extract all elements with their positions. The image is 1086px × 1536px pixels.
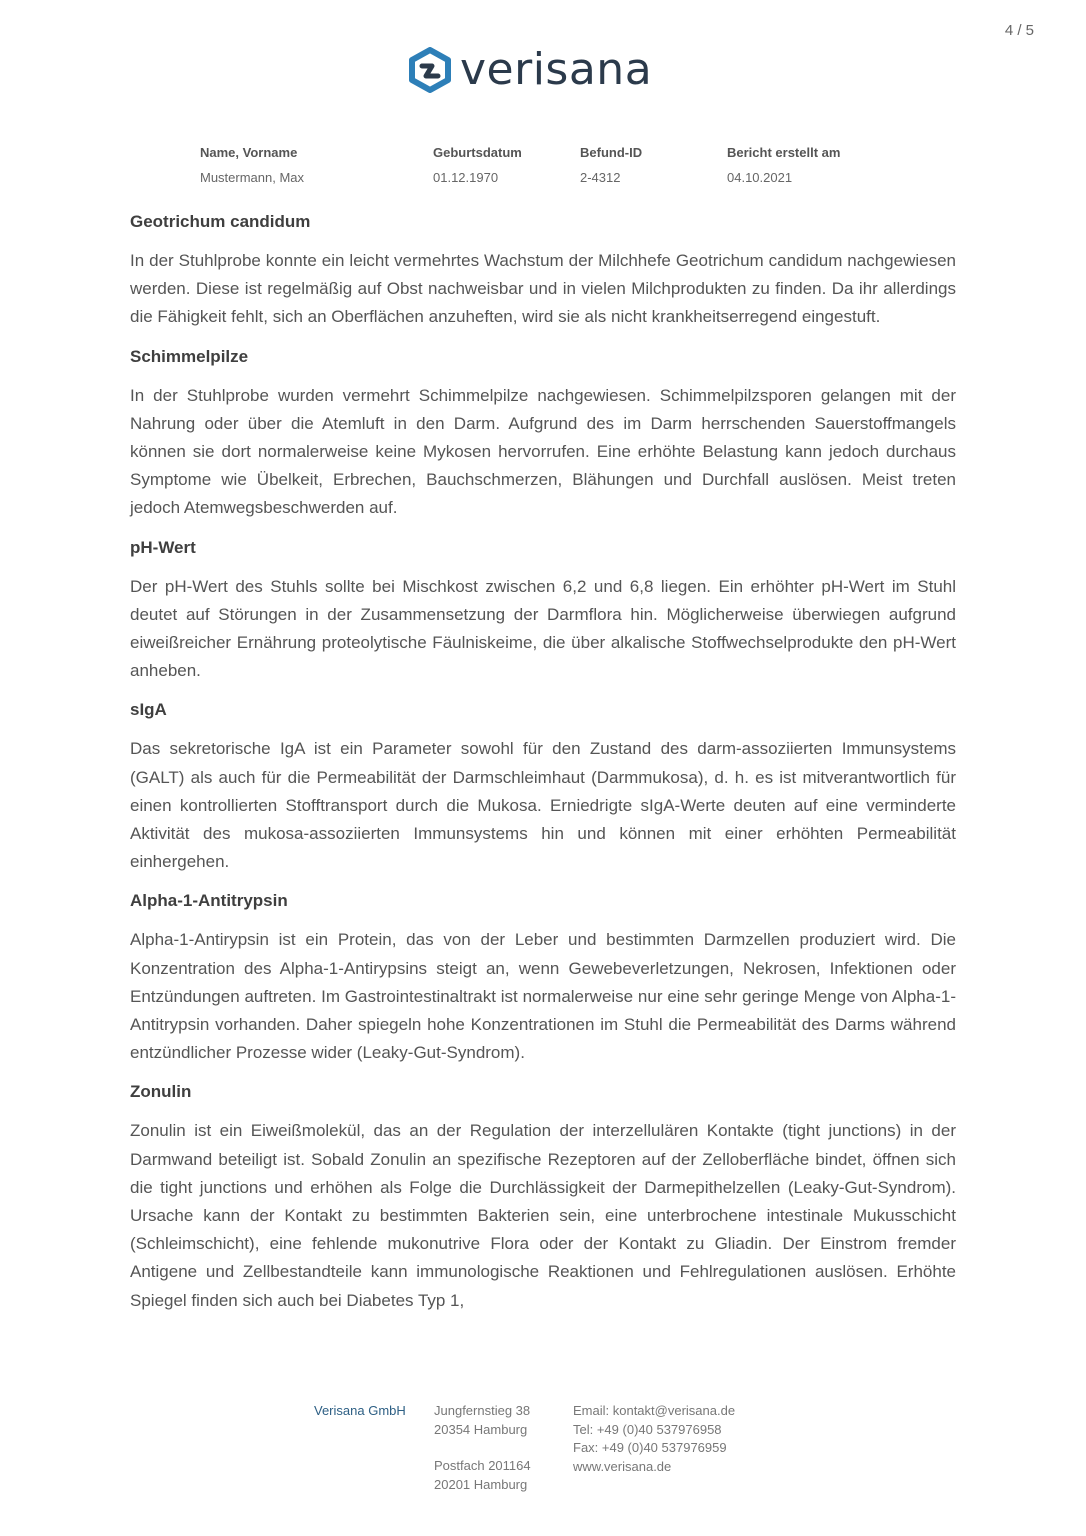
section-title: Alpha-1-Antitrypsin — [130, 891, 288, 911]
value-report-date: 04.10.2021 — [727, 170, 793, 185]
footer-email[interactable]: Email: kontakt@verisana.de — [573, 1403, 736, 1418]
verisana-hexagon-logo-icon — [408, 47, 452, 93]
footer-phone: Tel: +49 (0)40 537976958 — [573, 1421, 722, 1437]
page-footer — [314, 1402, 773, 1494]
value-report-id: 2-4312 — [580, 170, 621, 185]
patient-info-table — [200, 140, 900, 190]
section-title: pH-Wert — [130, 537, 196, 557]
footer-city: 20354 Hamburg — [434, 1421, 528, 1437]
footer-company: Verisana GmbH — [314, 1403, 406, 1418]
section-title: Zonulin — [130, 1082, 192, 1102]
footer-address — [434, 1402, 573, 1494]
header-name: Name, Vorname — [200, 145, 298, 160]
section-body: In der Stuhlprobe konnte ein leicht vermehrtes Wachstum der Milchhefe Geotrichum candidum nachgewiesen werden. Diese ist regelmäßig auf Obst nachweisbar und in vielen Milchprodukten zu finden. Da ihr allerdings die Fähigkeit fehlt, sich an Oberflächen anzuheften, wird sie als nicht krankheitserregend eingestuft. — [130, 251, 956, 327]
patient-info-value-row — [200, 165, 900, 190]
header-birthdate: Geburtsdatum — [433, 145, 522, 160]
footer-fax: Fax: +49 (0)40 537976959 — [573, 1440, 727, 1455]
footer-postbox: Postfach 201164 — [434, 1458, 531, 1473]
section-title: sIgA — [130, 700, 167, 720]
header-report-id: Befund-ID — [580, 145, 643, 160]
section-body: In der Stuhlprobe wurden vermehrt Schimmelpilze nachgewiesen. Schimmelpilzsporen gelangen mit der Nahrung oder über die Atemluft in den Darm. Aufgrund des im Darm herrschenden Sauerstoffmangels können sie dort normalerweise keine Mykosen hervorrufen. Eine erhöhte Belastung kann jedoch durchaus Symptome wie Übelkeit, Erbrechen, Bauchschmerzen, Blähungen und Durchfall auslösen. Meist treten jedoch Atemwegsbeschwerden auf. — [130, 385, 956, 518]
patient-info-header-row — [200, 140, 900, 165]
section-body: Zonulin ist ein Eiweißmolekül, das an der Regulation der interzellulären Kontakte (tight junctions) in der Darmwand beteiligt ist. Sobald Zonulin an spezifische Rezeptoren auf der Zelloberfläche bindet, öffnen sich die tight junctions und erhöhen als Folge die Durchlässigkeit der Darmepithelzellen (Leaky-Gut-Syndrom). Ursache kann der Kontakt zu bestimmten Bakterien sein, eine unterbrochene intestinale Mukusschicht (Schleimschicht), eine fehlende mukonutrive Flora oder der Kontakt zu Gliadin. Der Einstrom fremder Antigene und Zellbestandteile kann immunologische Reaktionen und Fehlregulationen auslösen. Erhöhte Spiegel finden sich auch bei Diabetes Typ 1, — [130, 1121, 956, 1310]
section-title: Geotrichum candidum — [130, 212, 311, 231]
section-body: Alpha-1-Antirypsin ist ein Protein, das von der Leber und bestimmten Darmzellen produziert wird. Die Konzentration des Alpha-1-Antirypsins steigt an, wenn Gewebeverletzungen, Nekrosen, Infektionen oder Entzündungen auftreten. Im Gastrointestinaltrakt ist normalerweise nur eine sehr geringe Menge von Alpha-1-Antitrypsin vorhanden. Daher spiegeln hohe Konzentrationen im Stuhl die Permeabilität des Darms während entzündlicher Prozesse wider (Leaky-Gut-Syndrom). — [130, 930, 956, 1063]
footer-street: Jungfernstieg 38 — [434, 1403, 531, 1418]
section-body: Der pH-Wert des Stuhls sollte bei Mischkost zwischen 6,2 und 6,8 liegen. Ein erhöhter pH-Wert im Stuhl deutet auf Störungen in der Zusammensetzung der Darmflora hin. Möglicherweise überwiegen aufgrund eiweißreicher Ernährung proteolytische Fäulniskeime, die über alkalische Stoffwechselprodukte den pH-Wert anheben. — [130, 576, 956, 681]
section-title: Schimmelpilze — [130, 346, 249, 366]
logo-text: verisana — [460, 44, 653, 95]
footer-website[interactable]: www.verisana.de — [573, 1458, 672, 1474]
footer-postbox-city: 20201 Hamburg — [434, 1476, 528, 1492]
report-content — [130, 207, 956, 1325]
page-number: 4 / 5 — [1004, 22, 1034, 39]
value-name: Mustermann, Max — [200, 170, 305, 185]
header-report-date: Bericht erstellt am — [727, 145, 841, 160]
value-birthdate: 01.12.1970 — [433, 170, 499, 185]
section-body: Das sekretorische IgA ist ein Parameter sowohl für den Zustand des darm-assoziierten Immunsystems (GALT) als auch für die Permeabilität der Darmschleimhaut (Darmmukosa), d. h. es ist mitverantwortlich für einen kontrollierten Stofftransport durch die Mukosa. Erniedrigte sIgA-Werte deuten auf eine verminderte Aktivität des mukosa-assoziierten Immunsystems hin und können mit einer erhöhten Permeabilität einhergehen. — [130, 739, 956, 872]
footer-contact — [573, 1402, 773, 1494]
verisana-logo — [408, 44, 652, 96]
